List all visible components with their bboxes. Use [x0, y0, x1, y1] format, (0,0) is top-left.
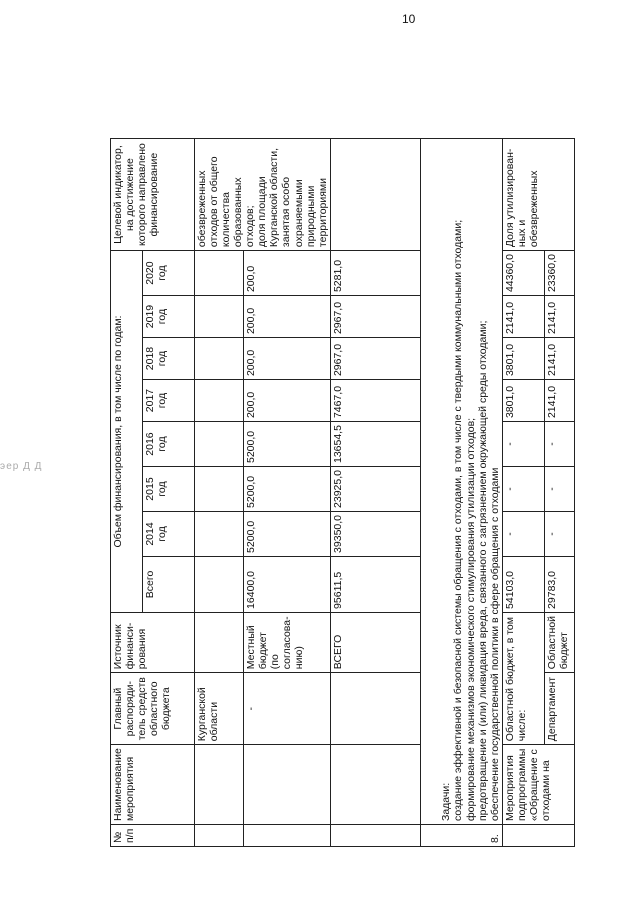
local-year: 200,0 [244, 251, 331, 296]
dep-year: - [544, 422, 574, 467]
task-line: создание эффективной и безопасной системы обращения с отходами, в том числе с твердыми коммунальными отходами; [452, 219, 465, 821]
sub-year: 44360,0 [502, 251, 544, 296]
rotated-page [110, 62, 607, 847]
header-target: Целевой индикатор, на достижение которого направлено финансирование [111, 139, 195, 251]
header-year: 2017 год [143, 380, 195, 422]
header-year: 2016 год [143, 422, 195, 467]
sub-year: 3801,0 [502, 380, 544, 422]
dep-year: 2141,0 [544, 338, 574, 380]
header-year: 2020 год [143, 251, 195, 296]
dep-source: Областной бюджет [544, 612, 574, 672]
all-year: 2967,0 [330, 296, 420, 338]
all-year: 5281,0 [330, 251, 420, 296]
sub-target: Доля утилизирован-ных и обезвреженных [502, 139, 574, 251]
all-source: ВСЕГО [330, 612, 420, 672]
sub-name: Мероприятия подпрограммы «Обращение с отходами на [502, 745, 574, 825]
sub-year: - [502, 422, 544, 467]
dep-year: 2141,0 [544, 296, 574, 338]
sub-year: - [502, 467, 544, 512]
all-year: 13654,5 [330, 422, 420, 467]
header-name: Наименование мероприятия [111, 745, 195, 825]
header-volume: Объем финансирования, в том числе по годам: [111, 251, 143, 613]
local-year: 200,0 [244, 380, 331, 422]
corner-mark: эер Д Д [0, 461, 43, 472]
header-source: Источник финанси-рования [111, 612, 195, 672]
local-manager: - [244, 673, 331, 745]
all-total: 95611,5 [330, 556, 420, 612]
local-year: 5200,0 [244, 511, 331, 556]
dep-total: 29783,0 [544, 556, 574, 612]
local-year: 5200,0 [244, 467, 331, 512]
local-total: 16400,0 [244, 556, 331, 612]
sub-year: 3801,0 [502, 338, 544, 380]
dep-year: - [544, 511, 574, 556]
header-year: 2014 год [143, 511, 195, 556]
local-source: Местный бюджет (по согласова-нию) [244, 612, 331, 672]
header-year: 2019 год [143, 296, 195, 338]
kurgan-target: обезвреженных отходов от общего количества образованных отходов; доля площади Курганской области, занятая особо охраняемыми природными территориями [195, 139, 331, 251]
all-year: 2967,0 [330, 338, 420, 380]
sub-year: - [502, 511, 544, 556]
all-year: 39350,0 [330, 511, 420, 556]
all-year: 7467,0 [330, 380, 420, 422]
page-number: 10 [402, 12, 416, 26]
section-tasks [420, 139, 502, 825]
header-num: № п/п [111, 825, 195, 847]
sub-total: 54103,0 [502, 556, 544, 612]
task-line: формирование механизмов экономического стимулирования утилизации отходов; [464, 417, 477, 821]
dep-year: - [544, 467, 574, 512]
header-total: Всего [143, 556, 195, 612]
local-year: 200,0 [244, 338, 331, 380]
header-year: 2015 год [143, 467, 195, 512]
sub-manager: Областной бюджет, в том числе: [502, 612, 544, 744]
all-year: 23925,0 [330, 467, 420, 512]
task-line: обеспечение государственной политики в сфере обращения с отходами [488, 467, 501, 821]
task-line: предотвращение и (или) ликвидация вреда, связанного с загрязнением окружающей среды отходами; [476, 320, 489, 821]
task-line: Задачи: [440, 782, 453, 821]
local-year: 5200,0 [244, 422, 331, 467]
sub-year: 2141,0 [502, 296, 544, 338]
dep-year: 23360,0 [544, 251, 574, 296]
kurgan-manager: Курганской области [195, 673, 244, 745]
dep-manager: Департамент [544, 673, 574, 745]
header-manager: Главный распоряди-тель средств областного бюджета [111, 673, 195, 745]
financing-table [110, 138, 575, 847]
dep-year: 2141,0 [544, 380, 574, 422]
header-year: 2018 год [143, 338, 195, 380]
local-year: 200,0 [244, 296, 331, 338]
section-num: 8. [420, 825, 502, 847]
